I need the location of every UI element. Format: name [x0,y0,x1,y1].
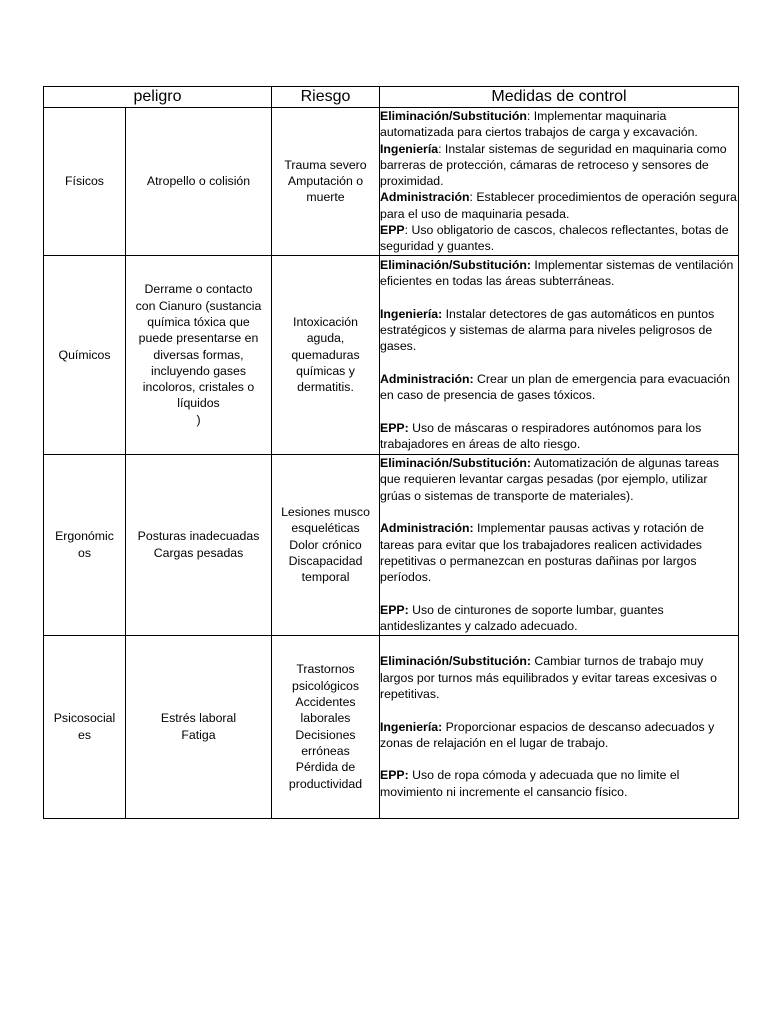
measure-text: Cambiar turnos de trabajo muy largos por turnos más equilibrados y evitar tareas excesivas o repetitivas. [380,654,717,701]
risk-cell-line: químicas y [296,363,355,378]
risk-cell [272,255,380,454]
measure-text: : Implementar maquinaria automatizada para ciertos trabajos de carga y excavación. [380,109,698,140]
risk-cell-line: temporal [301,570,350,585]
hazard-cell-line: Atropello o colisión [146,174,251,189]
table-row [44,108,739,256]
category-cell [44,635,126,818]
control-measure [380,420,738,453]
header-riesgo: Riesgo [272,87,380,108]
hazard-cell-line: ) [196,412,201,427]
risk-cell-line: erróneas [301,743,350,758]
header-peligro: peligro [44,87,272,108]
risk-cell-line: quemaduras [291,347,360,362]
hazard-cell-line: Derrame o contacto [144,282,253,297]
control-measure [380,306,738,355]
risk-cell-line: esqueléticas [291,521,360,536]
measure-text: Instalar detectores de gas automáticos en puntos estratégicos y sistemas de alarma para niveles peligrosos de gases. [380,306,715,354]
measure-text: Implementar pausas activas y rotación de tareas para evitar que los trabajadores realicen actividades repetitivas o permanezcan en posturas dañinas por largos períodos. [380,521,704,585]
control-measure [380,257,738,290]
hazard-cell-line: con Cianuro (sustancia [135,298,262,313]
risk-cell-line: Lesiones musco [281,504,370,519]
measure-label: EPP: [380,420,409,435]
measure-text: : Establecer procedimientos de operación segura para el uso de maquinaria pesada. [380,190,737,221]
hazard-cell-line: líquidos [177,396,220,411]
category-cell [44,255,126,454]
measure-label: Ingeniería: [380,719,443,734]
header-row [44,87,739,108]
risk-cell-line: Accidentes [295,695,356,710]
measure-label: Administración: [380,521,474,536]
risk-cell [272,108,380,256]
measure-label: Eliminación/Substitución: [380,257,531,272]
table-row [44,454,739,635]
measure-label: Administración: [380,371,474,386]
hazard-cell-line: puede presentarse en [138,331,259,346]
control-measure [380,141,738,190]
measure-text: : Uso obligatorio de cascos, chalecos reflectantes, botas de seguridad y guantes. [380,223,729,254]
risk-cell-line: Dolor crónico [289,537,362,552]
table-row [44,255,739,454]
hazard-cell [126,454,272,635]
risk-cell-line: Decisiones [295,727,356,742]
control-measure [380,371,738,404]
measure-label: Administración [380,190,470,205]
risk-cell [272,635,380,818]
measure-text: Proporcionar espacios de descanso adecuados y zonas de relajación en el lugar de trabajo. [380,719,715,750]
category-cell-line: os [78,545,91,560]
category-cell-line: es [78,727,91,742]
risk-cell [272,454,380,635]
control-measure [380,222,738,255]
control-measure [380,455,738,504]
hazard-cell [126,108,272,256]
category-cell-line: Físicos [65,174,104,189]
risk-cell-line: dermatitis. [297,380,354,395]
risk-cell-line: Trauma severo [284,157,367,172]
measure-label: EPP: [380,602,409,617]
risk-cell-line: aguda, [306,331,345,346]
risk-cell-line: Trastornos [296,662,355,677]
category-cell [44,454,126,635]
control-measure [380,108,738,141]
measure-text: Implementar sistemas de ventilación eficientes en todas las áreas subterráneas. [380,257,734,289]
hazard-cell [126,255,272,454]
paragraph-gap [380,355,738,371]
control-measures-cell [380,108,739,256]
paragraph-gap [380,404,738,420]
category-cell-line: Químicos [58,347,111,362]
hazard-cell-line: Fatiga [181,727,216,742]
measure-text: Crear un plan de emergencia para evacuación en caso de presencia de gases tóxicos. [380,371,730,403]
measure-label: Eliminación/Substitución: [380,654,531,669]
hazard-cell-line: diversas formas, [153,347,244,362]
risk-cell-line: Intoxicación [293,314,358,329]
paragraph-gap [380,504,738,520]
category-cell-line: Ergonómic [55,529,114,544]
control-measures-cell [380,635,739,818]
control-measure [380,653,738,702]
table-row [44,635,739,818]
measure-label: EPP: [380,768,409,783]
header-medidas: Medidas de control [380,87,739,108]
measure-text: Automatización de algunas tareas que requieren levantar cargas pesadas (por ejemplo, utilizar grúas o sistemas de transporte de materiales). [380,456,719,503]
measure-text: Uso de máscaras o respiradores autónomos para los trabajadores en áreas de alto riesgo. [380,420,702,452]
control-measure [380,520,738,585]
hazard-cell [126,635,272,818]
measure-label: Ingeniería [380,141,439,156]
measure-label: Ingeniería: [380,306,443,321]
control-measure [380,719,738,752]
measure-label: EPP [380,223,405,238]
risk-cell-line: Amputación o [287,174,364,189]
hazard-cell-line: incluyendo gases [150,363,247,378]
paragraph-gap [380,751,738,767]
measure-text: Uso de cinturones de soporte lumbar, guantes antideslizantes y calzado adecuado. [380,602,664,633]
risk-cell-line: Discapacidad [288,553,363,568]
category-cell [44,108,126,256]
measure-text: : Instalar sistemas de seguridad en maquinaria como barreras de protección, cámaras de retroceso y sensores de proximidad. [380,141,727,189]
control-measures-cell [380,454,739,635]
risk-cell-line: psicológicos [292,678,359,693]
paragraph-gap [380,585,738,601]
risk-cell-line: productividad [288,776,363,791]
hazard-cell-line: Posturas inadecuadas [137,529,260,544]
control-measure [380,189,738,222]
hazard-cell-line: química tóxica que [147,314,250,329]
measure-text: Uso de ropa cómoda y adecuada que no limite el movimiento ni incremente el cansancio físico. [380,768,680,799]
hazard-cell-line: Cargas pesadas [153,545,244,560]
risk-cell-line: laborales [300,711,351,726]
measure-label: Eliminación/Substitución [380,109,527,123]
hazard-cell-line: incoloros, cristales o [142,380,255,395]
risk-cell-line: muerte [306,190,345,205]
risk-control-table [43,86,739,819]
hazard-cell-line: Estrés laboral [160,711,237,726]
risk-cell-line: Pérdida de [295,760,356,775]
control-measure [380,602,738,635]
measure-label: Eliminación/Substitución: [380,456,531,471]
category-cell-line: Psicosocial [53,711,116,726]
paragraph-gap [380,289,738,305]
control-measure [380,767,738,800]
paragraph-gap [380,702,738,718]
control-measures-cell [380,255,739,454]
